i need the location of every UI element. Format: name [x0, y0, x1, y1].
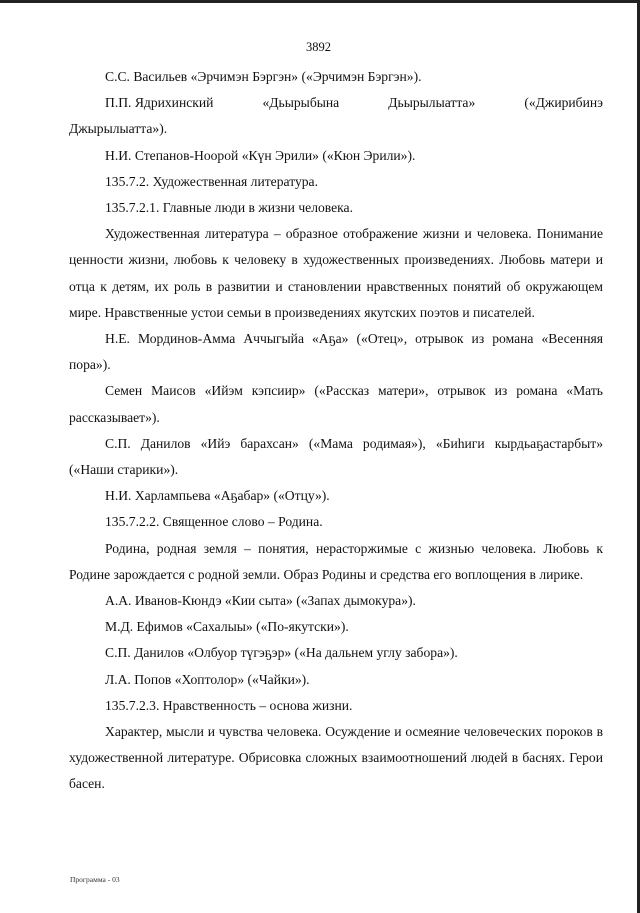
paragraph-vasiliev: С.С. Васильев «Эрчимэн Бэргэн» («Эрчимэн Бэргэн»).: [105, 69, 422, 84]
text-fragment: Дьырылыатта»: [388, 95, 476, 111]
paragraph-body: Художественная литература – образное отображение жизни и человека. Понимание ценности жизни, любовь к человеку в художественных произведениях. Любовь матери и отца к детям, их роль в развитии и становлении нравственных понятий об окружающем мире. Нравственные устои семьи в произведениях якутских поэтов и писателей.: [69, 226, 603, 320]
paragraph-maisov: Семен Маисов «Ийэм кэпсиир» («Рассказ матери», отрывок из романа «Мать рассказывает»).: [69, 383, 603, 425]
paragraph-body: Характер, мысли и чувства человека. Осуждение и осмеяние человеческих пороков в художественной литературе. Обрисовка сложных взаимоотношений людей в баснях. Герои басен.: [69, 724, 603, 792]
paragraph-kharlampieva: Н.И. Харлампьева «Аҕабар» («Отцу»).: [105, 488, 330, 504]
paragraph-body: Родина, родная земля – понятия, нерасторжимые с жизнью человека. Любовь к Родине зарождается с родной земли. Образ Родины и средства его воплощения в лирике.: [69, 540, 603, 582]
section-heading-135-7-2: 135.7.2. Художественная литература.: [105, 173, 318, 189]
text-fragment: «Дьырыбына: [262, 95, 340, 111]
paragraph-stepanov: Н.И. Степанов-Ноорой «Күн Эрили» («Кюн Эрили»).: [105, 147, 416, 163]
section-heading-135-7-2-3: 135.7.2.3. Нравственность – основа жизни.: [105, 697, 353, 713]
section-heading-135-7-2-1: 135.7.2.1. Главные люди в жизни человека.: [105, 200, 353, 216]
paragraph-ivanov-kyunde: А.А. Иванов-Кюндэ «Кии сыта» («Запах дымокура»).: [105, 593, 416, 609]
paragraph-danilov: С.П. Данилов «Ийэ барахсан» («Мама родимая»), «Биһиги кырдьаҕастарбыт» («Наши старики»).: [69, 435, 603, 478]
document-body: [69, 64, 603, 798]
paragraph-mordinov: Н.Е. Мординов-Амма Аччыгыйа «Аҕа» («Отец», отрывок из романа «Весенняя пора»).: [69, 331, 603, 373]
paragraph-continuation: Джырылыатта»).: [69, 121, 168, 137]
section-heading-135-7-2-2: 135.7.2.2. Священное слово – Родина.: [105, 514, 323, 530]
paragraph-popov: Л.А. Попов «Хоптолор» («Чайки»).: [105, 671, 310, 687]
paragraph-danilov-olbuor: С.П. Данилов «Олбуор түгэҕэр» («На дальнем углу забора»).: [105, 645, 458, 661]
paragraph-yadrikhinsky: [69, 90, 603, 116]
text-fragment: П.П. Ядрихинский: [105, 95, 214, 111]
paragraph-efimov: М.Д. Ефимов «Сахалыы» («По-якутски»).: [105, 619, 349, 635]
page-number: 3892: [306, 40, 331, 54]
text-fragment: («Джирибинэ: [524, 95, 603, 111]
footer-label: Программа - 03: [70, 875, 120, 884]
